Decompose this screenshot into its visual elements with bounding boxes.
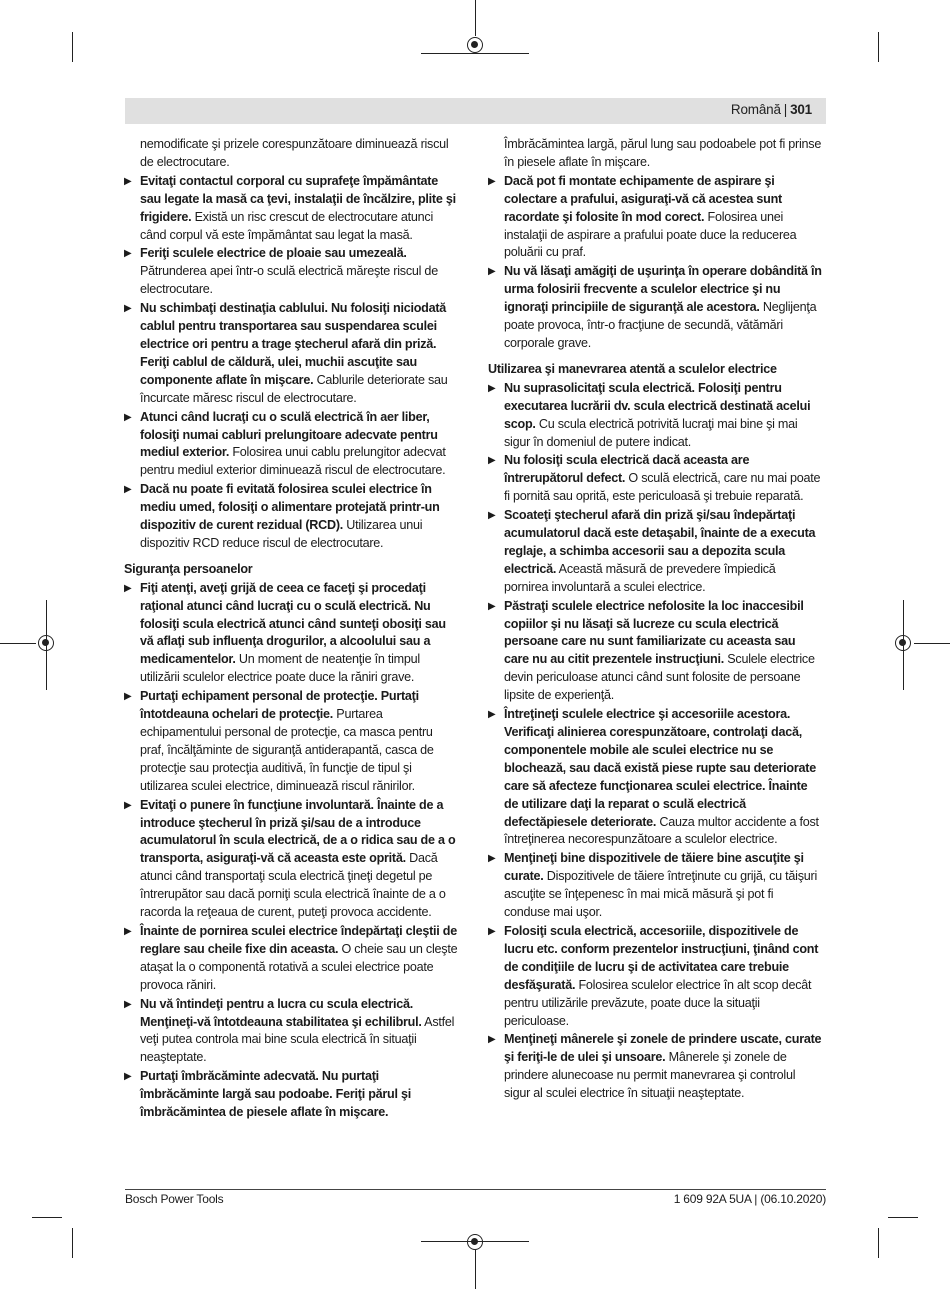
crop-mark — [72, 1228, 73, 1258]
bullet-triangle-icon: ▶ — [488, 266, 496, 278]
bullet-item — [124, 245, 458, 299]
bullet-bold-text: Menţineţi bine dispozitivele de tăiere bine ascuţite şi curate. — [504, 851, 804, 884]
bullet-item — [488, 507, 822, 597]
bullet-item — [488, 598, 822, 705]
bullet-item — [488, 380, 822, 452]
left-column — [124, 136, 458, 1123]
registration-mark-icon — [38, 635, 54, 651]
bullet-normal-text: Dacă atunci când transportaţi scula electrică ţineţi degetul pe întrerupător sau dacă porniţi scula electrică înainte de a o racorda la reţeaua de curent, puteţi provoca accidente. — [140, 851, 446, 920]
bullet-item — [124, 580, 458, 687]
bullet-normal-text: Un moment de neatenţie în timpul utilizării sculelor electrice poate duce la răniri grave. — [140, 652, 420, 685]
bullet-normal-text: Cablurile deteriorate sau încurcate măresc riscul de electrocutare. — [140, 372, 448, 405]
bullet-normal-text: Neglijenţa poate provoca, într-o fracţiune de secundă, vătămări corporale grave. — [504, 300, 817, 350]
bullet-normal-text: Astfel veţi putea controla mai bine scula electrică în situaţii neaşteptate. — [140, 1014, 455, 1065]
bullet-triangle-icon: ▶ — [488, 600, 496, 612]
paragraph-continuation: Îmbrăcămintea largă, părul lung sau podoabele pot fi prinse în piesele aflate în mişcare. — [504, 137, 822, 169]
section-heading: Utilizarea şi manevrarea atentă a sculelor electrice — [488, 361, 777, 376]
bullet-item — [488, 706, 822, 849]
bullet-item — [488, 850, 822, 922]
bullet-item — [124, 173, 458, 245]
bullet-bold-text: Scoateţi ştecherul afară din priză şi/sau îndepărtaţi acumulatorul dacă este detaşabil, înainte de a executa reglaje, a schimba accesorii sau a depozita scula electrică. — [504, 508, 816, 576]
bullet-bold-text: Fiţi atenţi, aveţi grijă de ceea ce faceţi şi procedaţi raţional atunci când lucraţi cu o sculă electrică. Nu folosiţi scula electrică atunci când sunteţi obosiţi sau vă aflaţi sub influenţa drogurilor, a alcoolului sau a medicamentelor. — [140, 580, 446, 667]
registration-mark-icon — [467, 1234, 483, 1250]
registration-mark-icon — [467, 37, 483, 53]
page-header — [125, 98, 826, 124]
bullet-triangle-icon: ▶ — [488, 925, 496, 937]
bullet-triangle-icon: ▶ — [488, 510, 496, 522]
crop-mark — [72, 32, 73, 62]
crop-mark — [888, 1217, 918, 1218]
bullet-normal-text: Folosirea unei instalaţii de aspirare a prafului poate duce la reducerea poluării cu praf. — [504, 209, 797, 260]
header-text: Română | 301 — [730, 102, 812, 117]
bullet-normal-text: Mânerele şi zonele de prindere alunecoase nu permit manevrarea şi controlul sigur al sculei electrice în situaţii neaşteptate. — [504, 1050, 796, 1101]
bullet-bold-text: Nu schimbaţi destinaţia cablului. Nu folosiţi niciodată cablul pentru transportarea sau suspendarea sculei electrice ori pentru a trage ştecherul afară din priză. Feriţi cablul de căldură, ulei, muchii ascuţite sau componente aflate în mişcare. — [140, 301, 447, 387]
bullet-normal-text: Există un risc crescut de electrocutare atunci când corpul vă este împământat sau legat la masă. — [140, 209, 434, 242]
bullet-item — [124, 797, 458, 922]
footer-publisher: Bosch Power Tools — [125, 1192, 224, 1206]
bullet-bold-text: Atunci când lucraţi cu o sculă electrică în aer liber, folosiţi numai cabluri prelungitoare adecvate pentru mediul exterior. — [140, 409, 438, 460]
bullet-bold-text: Înainte de pornirea sculei electrice îndepărtaţi cleştii de reglare sau cheile fixe din aceasta. — [140, 923, 458, 956]
bullet-bold-text: Dacă nu poate fi evitată folosirea sculei electrice în mediu umed, folosiţi o alimentare protejată printr-un dispozitiv de curent rezidual (RCD). — [140, 482, 440, 533]
bullet-bold-text: Purtaţi echipament personal de protecţie. Purtaţi întotdeauna ochelari de protecţie. — [140, 689, 419, 722]
bullet-triangle-icon: ▶ — [124, 484, 132, 496]
bullet-normal-text: Utilizarea unui dispozitiv RCD reduce riscul de electrocutare. — [140, 518, 423, 550]
crop-mark — [475, 1250, 476, 1289]
bullet-normal-text: O sculă electrică, care nu mai poate fi pornită sau oprită, este periculoasă şi trebuie reparată. — [504, 471, 821, 504]
bullet-normal-text: Cauza multor accidente a fost întreţinerea necorespunzătoare a sculelor electrice. — [504, 814, 819, 847]
bullet-item — [488, 173, 822, 263]
bullet-item — [124, 996, 458, 1068]
bullet-item — [124, 409, 458, 481]
section-heading: Siguranţa persoanelor — [124, 561, 253, 576]
bullet-bold-text: Feriţi sculele electrice de ploaie sau umezeală. — [140, 246, 407, 261]
bullet-normal-text: Folosirea unui cablu prelungitor adecvat pentru mediul exterior diminuează riscul de electrocutare. — [140, 445, 446, 478]
bullet-triangle-icon: ▶ — [124, 303, 132, 315]
bullet-bold-text: Folosiţi scula electrică, accesoriile, dispozitivele de lucru etc. conform prezentelor instrucţiuni, ţinând cont de condiţiile de lucru şi de activitatea care trebuie desfăşurată. — [504, 923, 819, 992]
bullet-bold-text: Menţineţi mânerele şi zonele de prindere uscate, curate şi feriţi-le de ulei şi unsoare. — [504, 1032, 822, 1065]
bullet-triangle-icon: ▶ — [124, 1071, 132, 1083]
footer-doc-id: 1 609 92A 5UA | (06.10.2020) — [673, 1192, 826, 1206]
crop-mark — [0, 643, 36, 644]
bullet-item — [124, 481, 458, 553]
bullet-triangle-icon: ▶ — [124, 925, 132, 937]
bullet-bold-text: Nu vă întindeţi pentru a lucra cu scula electrică. Menţineţi-vă întotdeauna stabilitatea şi echilibrul. — [140, 996, 422, 1029]
paragraph-continuation: nemodificate şi prizele corespunzătoare diminuează riscul de electrocutare. — [140, 137, 449, 169]
bullet-normal-text: Pătrunderea apei într-o sculă electrică măreşte riscul de electrocutare. — [140, 264, 438, 297]
page-number: 301 — [790, 102, 812, 117]
bullet-triangle-icon: ▶ — [488, 853, 496, 865]
bullet-item — [488, 452, 822, 506]
right-column — [488, 136, 822, 1104]
bullet-bold-text: Purtaţi îmbrăcăminte adecvată. Nu purtaţi îmbrăcăminte largă sau podoabe. Feriţi părul şi îmbrăcămintea de piesele aflate în mişcare. — [140, 1069, 411, 1120]
bullet-triangle-icon: ▶ — [124, 175, 132, 187]
crop-mark — [475, 0, 476, 36]
bullet-bold-text: Nu folosiţi scula electrică dacă aceasta are întrerupătorul defect. — [504, 453, 750, 486]
crop-mark — [914, 643, 950, 644]
bullet-triangle-icon: ▶ — [124, 248, 132, 260]
bullet-bold-text: Dacă pot fi montate echipamente de aspirare şi colectare a prafului, asiguraţi-vă că acestea sunt racordate şi folosite în mod corect. — [504, 173, 782, 224]
bullet-item — [488, 263, 822, 353]
bullet-bold-text: Evitaţi contactul corporal cu suprafeţe împământate sau legate la masă ca ţevi, instalaţii de încălzire, plite şi frigidere. — [140, 173, 456, 224]
crop-mark — [421, 53, 529, 54]
bullet-triangle-icon: ▶ — [488, 1034, 496, 1046]
bullet-triangle-icon: ▶ — [124, 411, 132, 423]
bullet-triangle-icon: ▶ — [124, 691, 132, 703]
bullet-triangle-icon: ▶ — [488, 709, 496, 721]
bullet-bold-text: Evitaţi o punere în funcţiune involuntară. Înainte de a introduce ştecherul în priză şi/sau de a introduce acumulatorul în scula electrică, de a o ridica sau de a o transporta, asiguraţi-vă că aceasta este oprită. — [140, 797, 456, 866]
bullet-item — [488, 923, 822, 1030]
crop-mark — [878, 1228, 879, 1258]
bullet-bold-text: Întreţineţi sculele electrice şi accesoriile acestora. Verificaţi alinierea corespunzătoare, controlaţi dacă, componentele mobile ale sculei electrice nu se blochează, sau dacă există piese rupte sau deteriorate care să afecteze funcţionarea sculei electrice. Înainte de utilizare daţi la reparat o sculă electrică defectăpiesele deteriorate. — [504, 707, 816, 829]
bullet-item — [124, 300, 458, 407]
bullet-triangle-icon: ▶ — [124, 582, 132, 594]
bullet-bold-text: Nu vă lăsaţi amăgiţi de uşurinţa în operare dobândită în urma folosirii frecvente a sculelor electrice şi nu ignoraţi principiile de siguranţă ale acestora. — [504, 264, 822, 315]
header-language: Română — [730, 102, 781, 117]
bullet-normal-text: O cheie sau un cleşte ataşat la o componentă rotativă a sculei electrice poate provoca răniri. — [140, 941, 458, 992]
bullet-item — [488, 1031, 822, 1103]
bullet-bold-text: Nu suprasolicitaţi scula electrică. Folosiţi pentru executarea lucrării dv. scula electrică destinată acelui scop. — [504, 380, 811, 431]
bullet-triangle-icon: ▶ — [124, 998, 132, 1010]
bullet-item — [124, 1068, 458, 1122]
bullet-triangle-icon: ▶ — [488, 382, 496, 394]
bullet-triangle-icon: ▶ — [124, 799, 132, 811]
bullet-normal-text: Cu scula electrică potrivită lucraţi mai bine şi mai sigur în domeniul de putere indicat. — [504, 416, 798, 449]
bullet-normal-text: Sculele electrice devin periculoase atunci când sunt folosite de persoane lipsite de experienţă. — [504, 652, 815, 703]
bullet-bold-text: Păstraţi sculele electrice nefolosite la loc inaccesibil copiilor şi nu lăsaţi să lucreze cu scula electrică persoane care nu sunt familiarizate cu aceasta sau care nu au citit prezentele instrucţiuni. — [504, 598, 804, 667]
registration-mark-icon — [895, 635, 911, 651]
bullet-normal-text: Dispozitivele de tăiere întreţinute cu grijă, cu tăişuri ascuţite se înţepenesc în mai mică măsură şi pot fi conduse mai uşor. — [504, 869, 818, 920]
bullet-normal-text: Purtarea echipamentului personal de protecţie, ca masca pentru praf, încălţăminte de siguranţă antiderapantă, casca de protecţie sau protecţia auditivă, în funcţie de tipul şi utilizarea sculei electrice, diminuează riscul rănirilor. — [140, 707, 434, 793]
crop-mark — [32, 1217, 62, 1218]
bullet-item — [124, 923, 458, 995]
bullet-triangle-icon: ▶ — [488, 175, 496, 187]
crop-mark — [878, 32, 879, 62]
bullet-normal-text: Această măsură de prevedere împiedică pornirea involuntară a sculei electrice. — [504, 561, 776, 594]
bullet-triangle-icon: ▶ — [488, 455, 496, 467]
footer-rule — [125, 1189, 826, 1190]
bullet-normal-text: Folosirea sculelor electrice în alt scop decât pentru utilizările prevăzute, poate duce la situaţii periculoase. — [504, 977, 812, 1028]
bullet-item — [124, 688, 458, 795]
